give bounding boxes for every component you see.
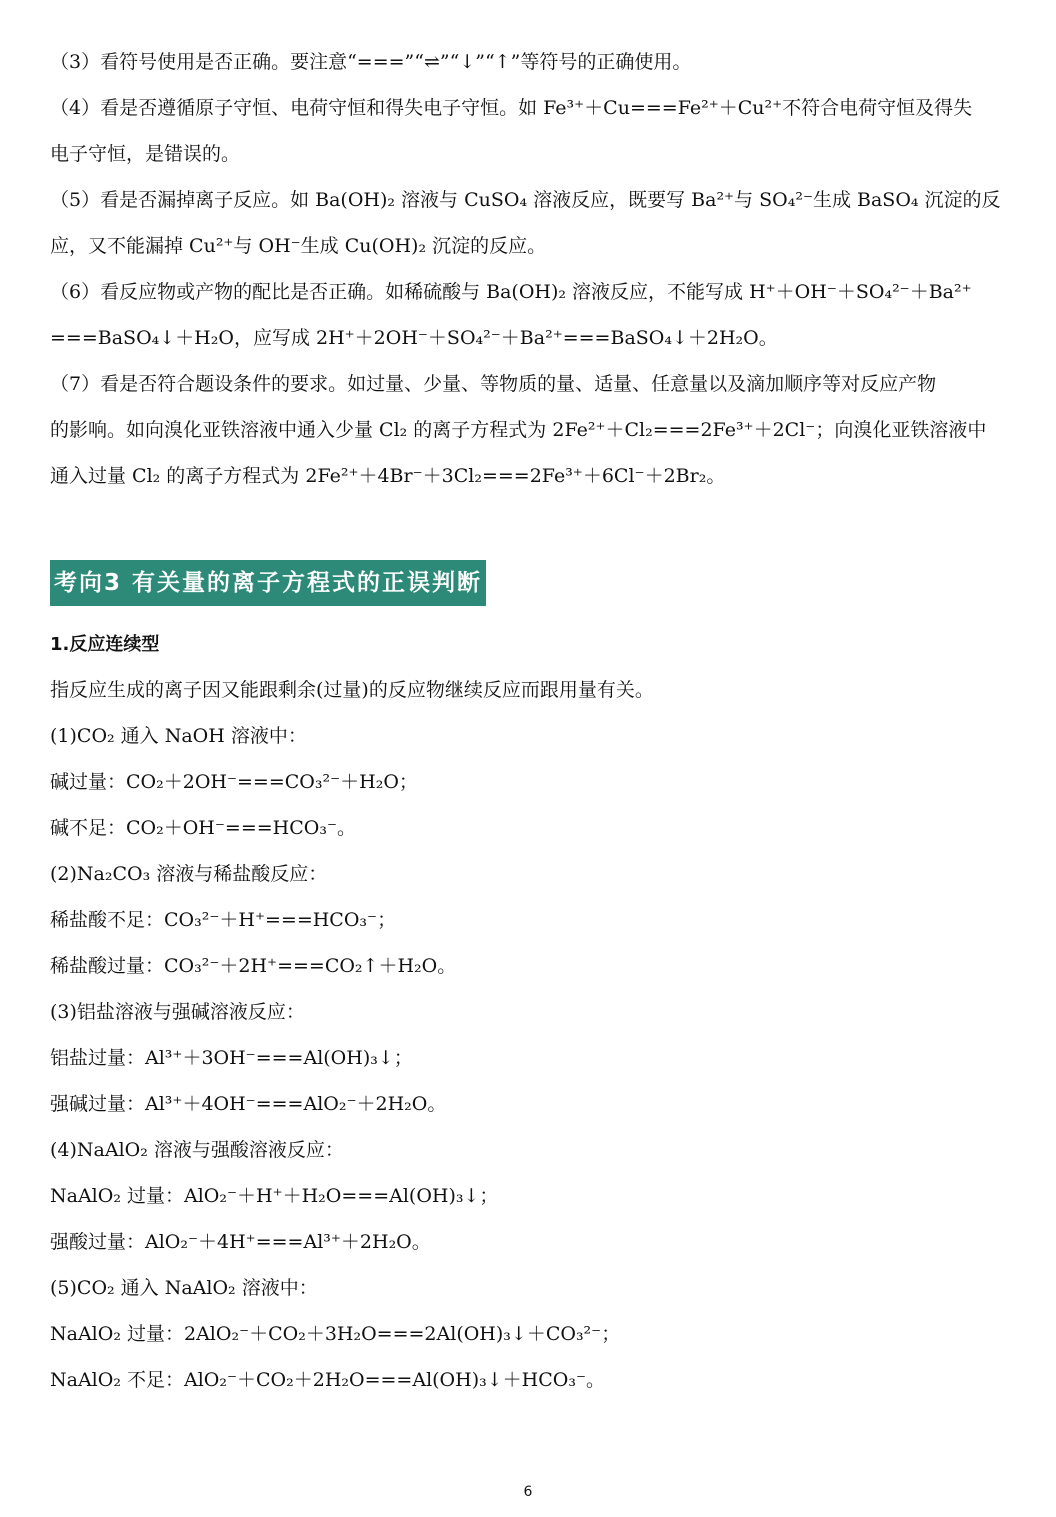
rule-line: 电子守恒，是错误的。 [50, 143, 241, 165]
rule-line: （5）看是否漏掉离子反应。如 Ba(OH)₂ 溶液与 CuSO₄ 溶液反应，既要写 Ba²⁺与 SO₄²⁻生成 BaSO₄ 沉淀的反 [50, 189, 1001, 211]
content-line: (1)CO₂ 通入 NaOH 溶液中： [50, 725, 307, 747]
rule-line: （4）看是否遵循原子守恒、电荷守恒和得失电子守恒。如 Fe³⁺＋Cu===Fe²⁺＋Cu²⁺不符合电荷守恒及得失 [50, 97, 973, 119]
content-line: (5)CO₂ 通入 NaAlO₂ 溶液中： [50, 1277, 318, 1299]
rule-line: （6）看反应物或产物的配比是否正确。如稀硫酸与 Ba(OH)₂ 溶液反应，不能写成 H⁺＋OH⁻＋SO₄²⁻＋Ba²⁺ [50, 281, 972, 303]
rule-line: （7）看是否符合题设条件的要求。如过量、少量、等物质的量、适量、任意量以及滴加顺序等对反应产物 [50, 373, 937, 395]
content-line: 强碱过量：Al³⁺＋4OH⁻===AlO₂⁻＋2H₂O。 [50, 1093, 447, 1115]
content-line: 碱过量：CO₂＋2OH⁻===CO₃²⁻＋H₂O； [50, 771, 418, 793]
rule-line: 通入过量 Cl₂ 的离子方程式为 2Fe²⁺＋4Br⁻＋3Cl₂===2Fe³⁺＋6Cl⁻＋2Br₂。 [50, 465, 726, 487]
content-line: 稀盐酸过量：CO₃²⁻＋2H⁺===CO₂↑＋H₂O。 [50, 955, 457, 977]
content-line: (4)NaAlO₂ 溶液与强酸溶液反应： [50, 1139, 344, 1161]
content-line: 稀盐酸不足：CO₃²⁻＋H⁺===HCO₃⁻； [50, 909, 397, 931]
content-line: (3)铝盐溶液与强碱溶液反应： [50, 1001, 305, 1023]
content-line: (2)Na₂CO₃ 溶液与稀盐酸反应： [50, 863, 328, 885]
subsection-title: 1.反应连续型 [50, 634, 160, 655]
content-line: 指反应生成的离子因又能跟剩余(过量)的反应物继续反应而跟用量有关。 [50, 679, 654, 701]
rule-line: 的影响。如向溴化亚铁溶液中通入少量 Cl₂ 的离子方程式为 2Fe²⁺＋Cl₂===2Fe³⁺＋2Cl⁻；向溴化亚铁溶液中 [50, 419, 987, 441]
rule-line: ===BaSO₄↓＋H₂O，应写成 2H⁺＋2OH⁻＋SO₄²⁻＋Ba²⁺===BaSO₄↓＋2H₂O。 [50, 327, 778, 349]
content-line: 碱不足：CO₂＋OH⁻===HCO₃⁻。 [50, 817, 356, 839]
page-number: 6 [523, 1484, 533, 1500]
rule-line: 应，又不能漏掉 Cu²⁺与 OH⁻生成 Cu(OH)₂ 沉淀的反应。 [50, 235, 547, 257]
content-line: 强酸过量：AlO₂⁻＋4H⁺===Al³⁺＋2H₂O。 [50, 1231, 431, 1253]
content-line: NaAlO₂ 不足：AlO₂⁻＋CO₂＋2H₂O===Al(OH)₃↓＋HCO₃⁻。 [50, 1369, 605, 1391]
content-line: 铝盐过量：Al³⁺＋3OH⁻===Al(OH)₃↓； [50, 1047, 413, 1069]
section-title: 考向3 有关量的离子方程式的正误判断 [50, 560, 486, 606]
rule-line: （3）看符号使用是否正确。要注意“===”“⇌”“↓”“↑”等符号的正确使用。 [50, 51, 692, 73]
content-line: NaAlO₂ 过量：2AlO₂⁻＋CO₂＋3H₂O===2Al(OH)₃↓＋CO₃²⁻； [50, 1323, 621, 1345]
content-line: NaAlO₂ 过量：AlO₂⁻＋H⁺＋H₂O===Al(OH)₃↓； [50, 1185, 499, 1207]
